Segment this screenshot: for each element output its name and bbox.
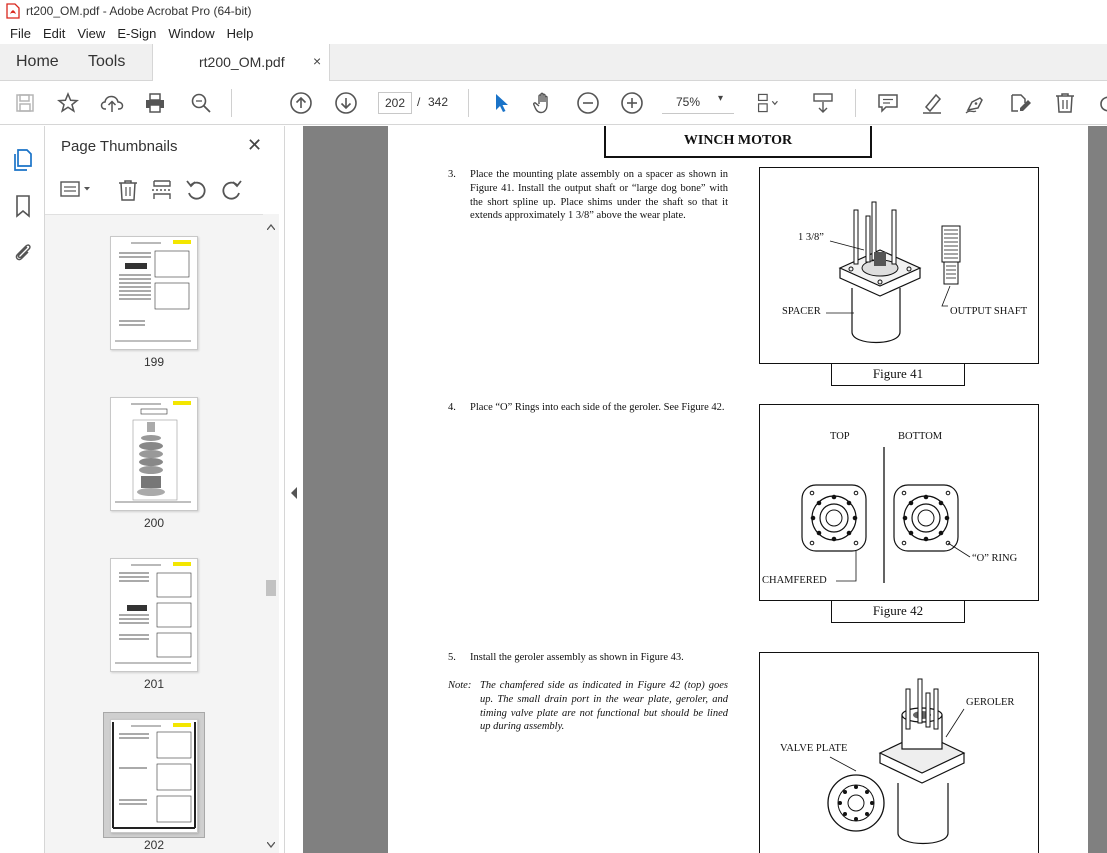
instruction-step bbox=[448, 401, 728, 415]
thumbnail-preview bbox=[111, 237, 197, 349]
panel-splitter[interactable] bbox=[285, 126, 303, 853]
step-text: Place the mounting plate assembly on a spacer as shown in Figure 41. Install the output shaft or “large dog bone” with the short spline up. Place shims under the shaft so that it extends approximately 1 3/8” above the wear plate. bbox=[470, 169, 728, 222]
figure-42-image bbox=[759, 404, 1039, 601]
hand-tool-icon[interactable] bbox=[531, 91, 555, 115]
panel-title: Page Thumbnails bbox=[61, 138, 178, 155]
navigation-rail bbox=[0, 126, 45, 853]
menu-bar bbox=[0, 22, 1107, 44]
bookmark-star-icon[interactable] bbox=[56, 91, 80, 115]
scroll-up-icon[interactable] bbox=[267, 224, 275, 230]
thumbnail-label: 202 bbox=[143, 838, 165, 852]
toolbar-separator bbox=[468, 89, 469, 117]
figure-label: GEROLER bbox=[966, 697, 1015, 708]
thumbnail-label: 200 bbox=[143, 516, 165, 530]
zoom-out-icon[interactable] bbox=[576, 91, 600, 115]
toolbar-separator bbox=[231, 89, 232, 117]
tab-tools[interactable]: Tools bbox=[88, 53, 126, 70]
figure-caption: Figure 41 bbox=[831, 364, 965, 386]
pdf-page bbox=[388, 126, 1088, 853]
step-text: Install the geroler assembly as shown in Figure 43. bbox=[470, 652, 684, 663]
close-tab-icon[interactable]: × bbox=[313, 53, 322, 69]
menu-window[interactable]: Window bbox=[168, 25, 215, 41]
insert-page-icon[interactable] bbox=[151, 178, 173, 202]
figure-label: BOTTOM bbox=[898, 431, 943, 442]
zoom-level-value: 75% bbox=[676, 95, 701, 109]
step-text: Place “O” Rings into each side of the geroler. See Figure 42. bbox=[470, 402, 725, 413]
total-pages: 342 bbox=[428, 95, 449, 109]
figure-43-image bbox=[759, 652, 1039, 853]
upload-cloud-icon[interactable] bbox=[100, 91, 124, 115]
save-icon[interactable] bbox=[13, 91, 37, 115]
edit-pdf-icon[interactable] bbox=[1008, 91, 1032, 115]
figure-label: CHAMFERED bbox=[762, 575, 827, 586]
figure-label: OUTPUT SHAFT bbox=[950, 306, 1028, 317]
highlight-pen-icon[interactable] bbox=[920, 91, 944, 115]
figure-41-image bbox=[759, 167, 1039, 364]
menu-help[interactable]: Help bbox=[226, 25, 254, 41]
collapse-panel-icon[interactable] bbox=[290, 487, 298, 499]
thumbnail-preview bbox=[111, 559, 197, 671]
scroll-mode-icon[interactable] bbox=[811, 91, 835, 115]
menu-file[interactable]: File bbox=[10, 25, 31, 41]
figure-label: VALVE PLATE bbox=[780, 743, 848, 754]
thumbnail-preview bbox=[111, 720, 197, 832]
figure-caption: Figure 42 bbox=[831, 601, 965, 623]
thumbnails-scrollbar[interactable] bbox=[263, 214, 279, 853]
note-label: Note: bbox=[448, 680, 472, 691]
menu-view[interactable]: View bbox=[77, 25, 106, 41]
thumbnails-panel bbox=[45, 126, 285, 853]
thumbnails-list bbox=[45, 214, 263, 853]
page-thumbnail[interactable] bbox=[110, 397, 198, 511]
delete-trash-icon[interactable] bbox=[1053, 91, 1077, 115]
step-number: 3. bbox=[448, 169, 456, 180]
zoom-search-icon[interactable] bbox=[189, 91, 213, 115]
step-number: 4. bbox=[448, 402, 456, 413]
toolbar-separator bbox=[855, 89, 856, 117]
zoom-in-icon[interactable] bbox=[620, 91, 644, 115]
page-separator: / bbox=[417, 95, 421, 109]
acrobat-app-icon bbox=[6, 3, 20, 19]
menu-esign[interactable]: E-Sign bbox=[117, 25, 157, 41]
comment-icon[interactable] bbox=[876, 91, 900, 115]
document-viewport[interactable] bbox=[303, 126, 1107, 853]
title-bar bbox=[0, 0, 1107, 22]
page-thumbnail-selected[interactable] bbox=[110, 719, 198, 833]
assembly-note bbox=[448, 679, 728, 734]
rotate-icon[interactable] bbox=[1093, 91, 1107, 115]
figure-label: 1 3/8” bbox=[798, 232, 824, 243]
delete-page-icon[interactable] bbox=[117, 178, 139, 202]
menu-edit[interactable]: Edit bbox=[42, 25, 66, 41]
select-cursor-icon[interactable] bbox=[489, 91, 513, 115]
tab-document[interactable] bbox=[152, 44, 330, 81]
sign-pen-icon[interactable] bbox=[964, 91, 988, 115]
instruction-step bbox=[448, 651, 728, 665]
page-thumbnail[interactable] bbox=[110, 236, 198, 350]
window-title: rt200_OM.pdf - Adobe Acrobat Pro (64-bit) bbox=[26, 4, 252, 18]
next-page-icon[interactable] bbox=[334, 91, 358, 115]
attachments-icon[interactable] bbox=[11, 240, 35, 264]
tab-bar bbox=[0, 44, 1107, 81]
thumbnail-preview bbox=[111, 398, 197, 510]
figure-label: SPACER bbox=[782, 306, 821, 317]
thumbnail-label: 201 bbox=[143, 677, 165, 691]
output-shaft-spacer-illustration bbox=[760, 168, 1038, 363]
figure-label: “O” RING bbox=[972, 553, 1018, 564]
rotate-counterclockwise-icon[interactable] bbox=[185, 178, 207, 202]
scroll-down-icon[interactable] bbox=[267, 842, 275, 848]
scrollbar-thumb[interactable] bbox=[266, 580, 276, 596]
previous-page-icon[interactable] bbox=[289, 91, 313, 115]
chevron-down-icon: ▾ bbox=[718, 93, 724, 104]
bookmarks-icon[interactable] bbox=[11, 194, 35, 218]
document-tab-label: rt200_OM.pdf bbox=[199, 54, 285, 70]
instruction-step bbox=[448, 168, 728, 223]
step-number: 5. bbox=[448, 652, 456, 663]
section-header: WINCH MOTOR bbox=[604, 126, 872, 158]
note-text: The chamfered side as indicated in Figure 42 (top) goes up. The small drain port in the wear plate, geroler, and timing valve plate are not functional but should be lined up during assembly. bbox=[480, 680, 728, 733]
zoom-level-select[interactable] bbox=[662, 92, 734, 114]
thumbnail-label: 199 bbox=[143, 355, 165, 369]
close-panel-icon[interactable]: ✕ bbox=[247, 135, 263, 155]
page-thumbnails-icon[interactable] bbox=[11, 148, 35, 172]
figure-label: TOP bbox=[830, 431, 850, 442]
tab-home[interactable]: Home bbox=[16, 53, 59, 70]
rotate-clockwise-icon[interactable] bbox=[221, 178, 243, 202]
page-layout-icon[interactable] bbox=[756, 91, 780, 115]
page-thumbnail[interactable] bbox=[110, 558, 198, 672]
thumbnail-options-icon[interactable] bbox=[59, 178, 95, 202]
page-number-input[interactable]: 202 bbox=[378, 92, 412, 114]
print-icon[interactable] bbox=[143, 91, 167, 115]
main-toolbar bbox=[0, 81, 1107, 125]
